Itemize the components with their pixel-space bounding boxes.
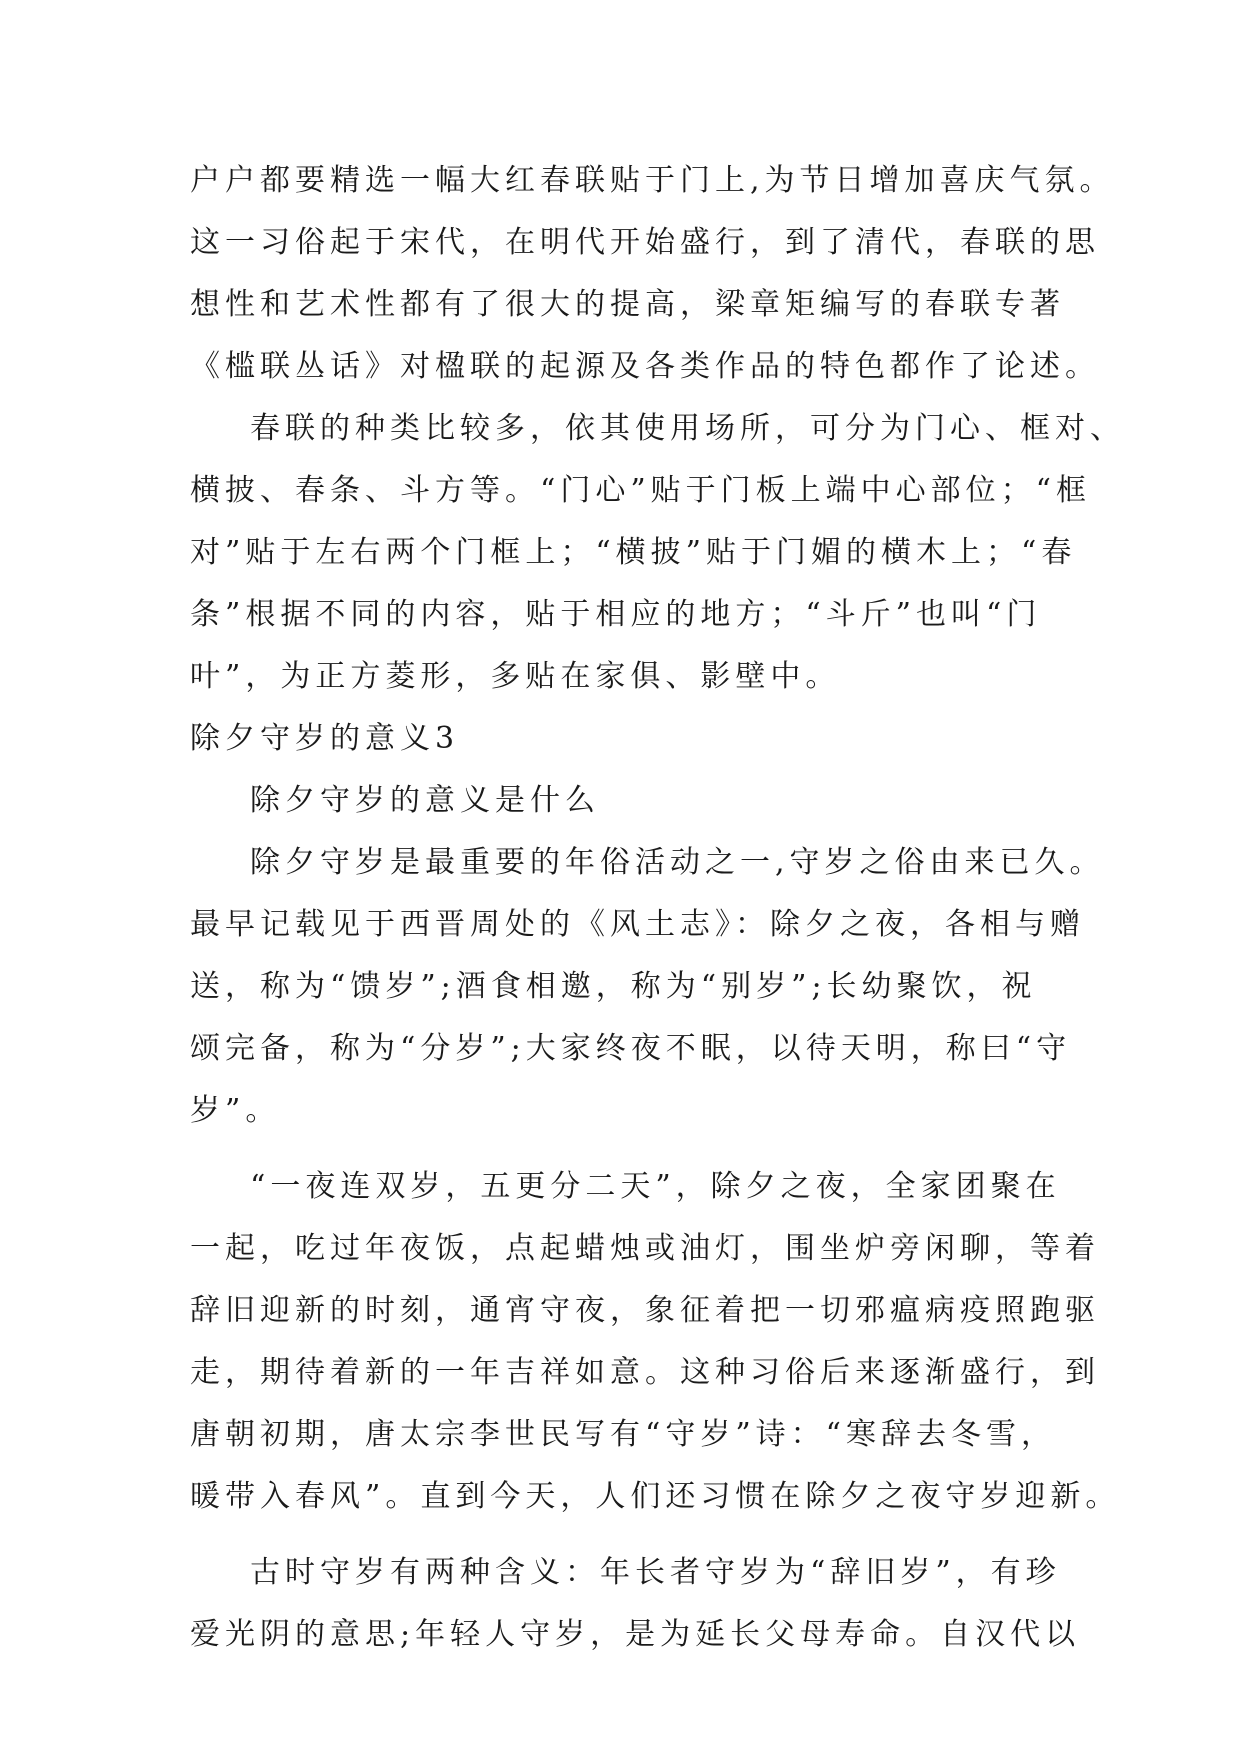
text-line: 颂完备，称为“分岁”;大家终夜不眠，以待天明，称曰“守 <box>190 1031 1072 1066</box>
paragraph-start-line: 春联的种类比较多，依其使用场所，可分为门心、框对、 <box>250 411 1125 446</box>
text-line: 走，期待着新的一年吉祥如意。这种习俗后来逐渐盛行，到 <box>190 1355 1100 1390</box>
text-line: 横披、春条、斗方等。“门心”贴于门板上端中心部位；“框 <box>190 473 1092 508</box>
text-line: 送，称为“馈岁”;酒食相邀，称为“别岁”;长幼聚饮，祝 <box>190 969 1037 1004</box>
text-line: 暖带入春风”。直到今天，人们还习惯在除夕之夜守岁迎新。 <box>190 1479 1121 1514</box>
text-line: 最早记载见于西晋周处的《风土志》：除夕之夜，各相与赠 <box>190 907 1085 942</box>
text-line: 一起，吃过年夜饭，点起蜡烛或油灯，围坐炉旁闲聊，等着 <box>190 1231 1100 1266</box>
text-line: 叶”，为正方菱形，多贴在家俱、影壁中。 <box>190 659 841 694</box>
text-line: 对”贴于左右两个门框上；“横披”贴于门媚的横木上；“春 <box>190 535 1077 570</box>
paragraph-start-line: “一夜连双岁，五更分二天”，除夕之夜，全家团聚在 <box>250 1169 1061 1204</box>
text-line: 唐朝初期，唐太宗李世民写有“守岁”诗：“寒辞去冬雪， <box>190 1417 1057 1452</box>
section-heading: 除夕守岁的意义3 <box>190 721 460 756</box>
text-line: 这一习俗起于宋代，在明代开始盛行，到了清代，春联的思 <box>190 225 1100 260</box>
paragraph-start-line: 除夕守岁是最重要的年俗活动之一,守岁之俗由来已久。 <box>250 845 1105 880</box>
text-line: 爱光阴的意思;年轻人守岁，是为延长父母寿命。自汉代以 <box>190 1617 1081 1652</box>
text-line: 岁”。 <box>190 1093 281 1128</box>
text-line: 想性和艺术性都有了很大的提高，梁章矩编写的春联专著 <box>190 287 1065 322</box>
text-line: 辞旧迎新的时刻，通宵守夜，象征着把一切邪瘟病疫照跑驱 <box>190 1293 1100 1328</box>
document-body <box>190 150 1125 1666</box>
subheading: 除夕守岁的意义是什么 <box>250 783 600 818</box>
text-line: 《槛联丛话》对楹联的起源及各类作品的特色都作了论述。 <box>190 349 1100 384</box>
text-line: 户户都要精选一幅大红春联贴于门上,为节日增加喜庆气氛。 <box>190 163 1115 198</box>
paragraph-start-line: 古时守岁有两种含义：年长者守岁为“辞旧岁”，有珍 <box>250 1555 1061 1590</box>
text-line: 条”根据不同的内容，贴于相应的地方；“斗斤”也叫“门 <box>190 597 1042 632</box>
